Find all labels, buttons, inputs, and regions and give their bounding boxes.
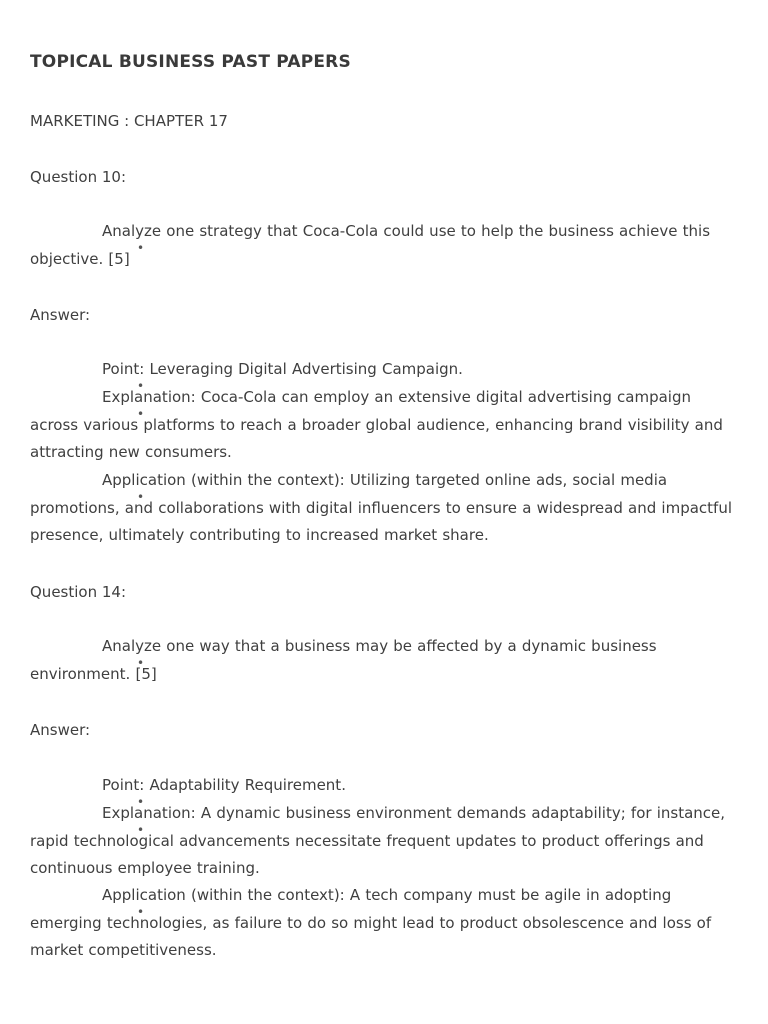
question-10-prompt-text: Analyze one strategy that Coca-Cola could use to help the business achieve this objective. [5] xyxy=(30,222,711,268)
answer-explanation-text: Explanation: A dynamic business environment demands adaptability; for instance, rapid technological advancements necessitate frequent updates to product offerings and continuous employee training. xyxy=(30,804,726,878)
question-14-answer-point xyxy=(30,772,738,800)
question-14-label: Question 14: xyxy=(30,583,126,601)
question-14-prompt xyxy=(30,633,738,688)
answer-application-text: Application (within the context): A tech company must be agile in adopting emerging technologies, as failure to do so might lead to product obsolescence and loss of market competitiveness. xyxy=(30,886,712,960)
answer-application-text: Application (within the context): Utilizing targeted online ads, social media promotions, and collaborations with digital influencers to ensure a widespread and impactful presence, ultimately contributing to increased market share. xyxy=(30,471,733,545)
answer-explanation-text: Explanation: Coca-Cola can employ an extensive digital advertising campaign across various platforms to reach a broader global audience, enhancing brand visibility and attracting new consumers. xyxy=(30,388,723,462)
question-14-answer-explanation xyxy=(30,800,738,883)
question-14-prompt-text: Analyze one way that a business may be affected by a dynamic business environment. [5] xyxy=(30,637,657,683)
answer-point-text: Point: Leveraging Digital Advertising Campaign. xyxy=(102,360,463,378)
document-title: TOPICAL BUSINESS PAST PAPERS xyxy=(30,52,351,72)
question-10-answer-label: Answer: xyxy=(30,306,91,324)
chapter-heading: MARKETING : CHAPTER 17 xyxy=(30,112,228,130)
question-10-answer-application xyxy=(30,467,738,550)
question-14-answer-application xyxy=(30,882,738,965)
question-10-answer-point xyxy=(30,356,738,384)
question-10-prompt xyxy=(30,218,738,273)
question-10-answer-explanation xyxy=(30,384,738,467)
question-14-answer-label: Answer: xyxy=(30,721,91,739)
answer-point-text: Point: Adaptability Requirement. xyxy=(102,776,346,794)
question-10-label: Question 10: xyxy=(30,168,126,186)
